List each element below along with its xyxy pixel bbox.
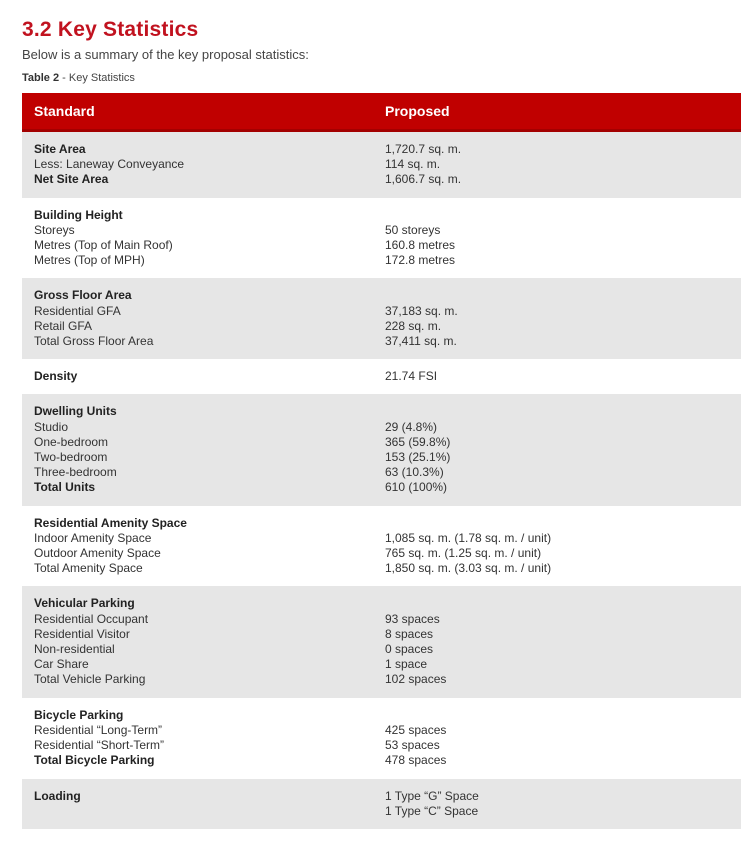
standard-label: Net Site Area — [34, 172, 109, 187]
proposed-value: 172.8 metres — [385, 253, 456, 268]
proposed-cell — [373, 198, 741, 279]
standard-label: Residential “Long-Term” — [34, 722, 163, 737]
standard-label: Dwelling Units — [34, 404, 117, 419]
proposed-value — [385, 708, 741, 723]
standard-label: Total Gross Floor Area — [34, 334, 154, 349]
table-row — [22, 198, 741, 279]
proposed-value: 63 (10.3%) — [385, 465, 444, 480]
standard-cell — [22, 359, 373, 394]
proposed-value: 765 sq. m. (1.25 sq. m. / unit) — [385, 546, 542, 561]
proposed-value: 93 spaces — [385, 611, 440, 626]
proposed-value: 21.74 FSI — [385, 369, 438, 384]
standard-label: One-bedroom — [34, 434, 109, 449]
standard-label: Storeys — [34, 222, 75, 237]
table-caption-label: Table 2 — [22, 72, 60, 84]
table-row — [22, 698, 741, 779]
standard-label — [34, 804, 373, 819]
standard-label: Total Bicycle Parking — [34, 753, 155, 768]
proposed-cell — [373, 278, 741, 359]
standard-cell — [22, 131, 373, 198]
table-row — [22, 394, 741, 505]
standard-label: Total Vehicle Parking — [34, 672, 146, 687]
proposed-value: 29 (4.8%) — [385, 419, 438, 434]
standard-label: Residential “Short-Term” — [34, 738, 165, 753]
standard-label: Site Area — [34, 142, 86, 156]
proposed-cell — [373, 698, 741, 779]
proposed-value — [385, 208, 741, 223]
standard-label: Car Share — [34, 657, 89, 672]
table-row — [22, 586, 741, 697]
header-standard: Standard — [22, 93, 373, 131]
proposed-value: 8 spaces — [385, 626, 434, 641]
standard-cell — [22, 394, 373, 505]
proposed-value: 1 Type “C” Space — [385, 803, 479, 818]
standard-cell — [22, 698, 373, 779]
proposed-value: 365 (59.8%) — [385, 434, 451, 449]
proposed-value: 478 spaces — [385, 753, 447, 768]
standard-label: Residential Occupant — [34, 611, 149, 626]
standard-label: Metres (Top of Main Roof) — [34, 238, 173, 253]
header-proposed: Proposed — [373, 93, 741, 131]
standard-label: Residential Visitor — [34, 626, 130, 641]
standard-cell — [22, 198, 373, 279]
section-title: 3.2 Key Statistics — [22, 18, 199, 41]
proposed-value: 37,411 sq. m. — [385, 334, 457, 349]
standard-label: Bicycle Parking — [34, 707, 124, 722]
proposed-value: 1 Type “G” Space — [385, 788, 479, 803]
proposed-value — [385, 516, 741, 531]
proposed-value: 37,183 sq. m. — [385, 303, 458, 318]
standard-label: Metres (Top of MPH) — [34, 253, 145, 268]
table-caption — [22, 71, 741, 85]
proposed-value: 228 sq. m. — [385, 318, 442, 333]
standard-label: Building Height — [34, 207, 123, 222]
table-row — [22, 359, 741, 394]
proposed-value: 102 spaces — [385, 672, 447, 687]
key-statistics-table — [22, 93, 741, 829]
standard-label: Outdoor Amenity Space — [34, 546, 161, 561]
table-caption-text: - Key Statistics — [59, 72, 135, 84]
proposed-value: 610 (100%) — [385, 480, 448, 495]
proposed-cell — [373, 586, 741, 697]
standard-cell — [22, 586, 373, 697]
proposed-value — [385, 596, 741, 611]
intro-text: Below is a summary of the key proposal statistics: — [22, 47, 309, 62]
proposed-value: 53 spaces — [385, 738, 440, 753]
standard-label: Residential Amenity Space — [34, 515, 187, 530]
table-header-row — [22, 93, 741, 131]
table-row — [22, 131, 741, 198]
standard-label: Total Amenity Space — [34, 561, 143, 576]
proposed-value: 114 sq. m. — [385, 157, 441, 172]
standard-label: Studio — [34, 419, 69, 434]
standard-label: Gross Floor Area — [34, 288, 132, 303]
standard-cell — [22, 779, 373, 829]
standard-label: Residential GFA — [34, 303, 121, 318]
standard-cell — [22, 278, 373, 359]
proposed-value: 1,085 sq. m. (1.78 sq. m. / unit) — [385, 530, 552, 545]
standard-label: Indoor Amenity Space — [34, 530, 152, 545]
proposed-value: 1,850 sq. m. (3.03 sq. m. / unit) — [385, 561, 552, 576]
table-row — [22, 779, 741, 829]
proposed-value: 50 storeys — [385, 222, 441, 237]
proposed-value: 160.8 metres — [385, 238, 456, 252]
proposed-value: 425 spaces — [385, 722, 447, 737]
standard-label: Retail GFA — [34, 318, 93, 333]
standard-label: Less: Laneway Conveyance — [34, 157, 185, 172]
standard-label: Total Units — [34, 480, 96, 495]
proposed-cell — [373, 779, 741, 829]
standard-label: Density — [34, 369, 78, 384]
proposed-value: 1,720.7 sq. m. — [385, 142, 462, 156]
proposed-value: 0 spaces — [385, 642, 434, 657]
proposed-value — [385, 288, 741, 303]
standard-label: Loading — [34, 788, 81, 803]
standard-label: Two-bedroom — [34, 450, 108, 465]
standard-label: Three-bedroom — [34, 465, 117, 480]
proposed-value: 153 (25.1%) — [385, 450, 451, 465]
standard-label: Non-residential — [34, 642, 115, 657]
proposed-value — [385, 404, 741, 419]
proposed-value: 1 space — [385, 657, 428, 672]
standard-cell — [22, 506, 373, 587]
proposed-cell — [373, 506, 741, 587]
table-body — [22, 131, 741, 829]
proposed-value: 1,606.7 sq. m. — [385, 172, 462, 187]
proposed-cell — [373, 359, 741, 394]
table-row — [22, 506, 741, 587]
table-row — [22, 278, 741, 359]
proposed-cell — [373, 131, 741, 198]
proposed-cell — [373, 394, 741, 505]
standard-label: Vehicular Parking — [34, 596, 135, 611]
